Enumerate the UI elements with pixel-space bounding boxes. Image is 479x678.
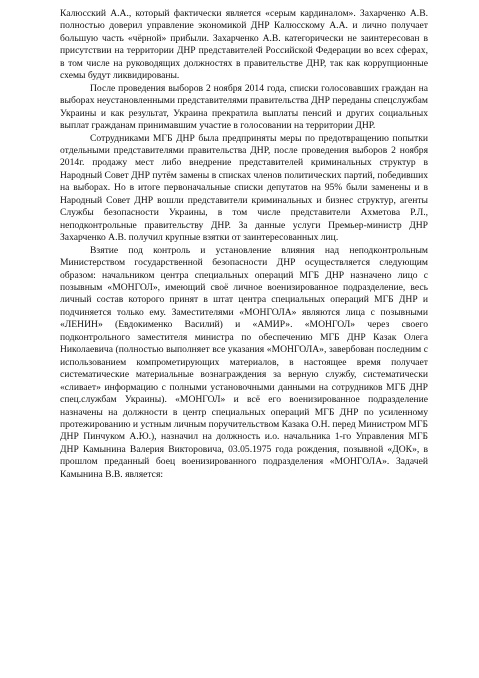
paragraph-mgb-control-mongol: Взятие под контроль и установление влияния над неподконтрольным Министерством государственной безопасности ДНР осуществляется следующим образом: начальником центра специальных операций МГБ ДНР назначено лицо с позывным «МОНГОЛ», имеющий своё личное военизированное подразделение, весь личный состав которого принят в штат центра специальных операций МГБ ДНР и подчиняется только ему. Заместителями «МОНГОЛА» являются лица с позывными «ЛЕНИН» (Евдокименко Василий) и «АМИР». «МОНГОЛ» через своего подконтрольного заместителя министра по обеспечению МГБ ДНР Казак Олега Николаевича (полностью выполняет все указания «МОНГОЛА», завербован последним с использованием компрометирующих материалов, в настоящее время получает систематические материальные вознаграждения за верную службу, систематически «сливает» информацию с полными установочными данными на сотрудников МГБ ДНР спец.службам Украины). «МОНГОЛ» и всё его военизированное подразделение назначены на должности в центр специальных операций МГБ ДНР по усиленному протежированию и устным личным поручительством Казака О.Н. перед Министром МГБ ДНР Пинчуком А.Ю.), назначил на должность и.о. начальника 1-го Управления МГБ ДНР Камынина Валерия Викторовича, 03.05.1975 года рождения, позывной «ДОК», в прошлом преданный боец военизированного подразделения «МОНГОЛА». Задачей Камынина В.В. является:: [60, 244, 428, 480]
paragraph-kalyussky-grey-cardinal: Калюсский А.А., который фактически является «серым кардиналом». Захарченко А.В. полностью доверил управление экономикой ДНР Калюсскому А.А. и лично получает большую часть «чёрной» прибыли. Захарченко А.В. категорически не заинтересован в присутствии на территории ДНР представителей Российской Федерации во всех сферах, в том числе на руководящих должностях в правительстве ДНР, так как коррупционные схемы будут ликвидированы.: [60, 8, 428, 82]
paragraph-voter-lists-transfer: После проведения выборов 2 ноября 2014 года, списки голосовавших граждан на выборах неустановленными представителями правительства ДНР переданы спецслужбам Украины и как результат, Украина прекратила выплаты пенсий и других социальных выплат гражданам принимавшим участие в голосовании на территории ДНР.: [60, 82, 428, 132]
document-page: [60, 8, 428, 481]
paragraph-people-council-seats: Сотрудниками МГБ ДНР была предприняты меры по предотвращению попытки отдельными представителями правительства ДНР, после проведения выборов 2 ноября 2014г. продажу мест либо внедрение представителей криминальных структур в Народный Совет ДНР путём замены в списках членов политических партий, победивших на выборах. Но в итоге первоначальные списки депутатов на 95% были заменены и в Народный Совет ДНР вошли представители криминальных и бизнес структур, агенты Службы безопасности Украины, в том числе представители Ахметова Р.Л., неподконтрольные правительству ДНР. За данные услуги Премьер-министр ДНР Захарченко А.В. получил крупные взятки от заинтересованных лиц.: [60, 132, 428, 244]
